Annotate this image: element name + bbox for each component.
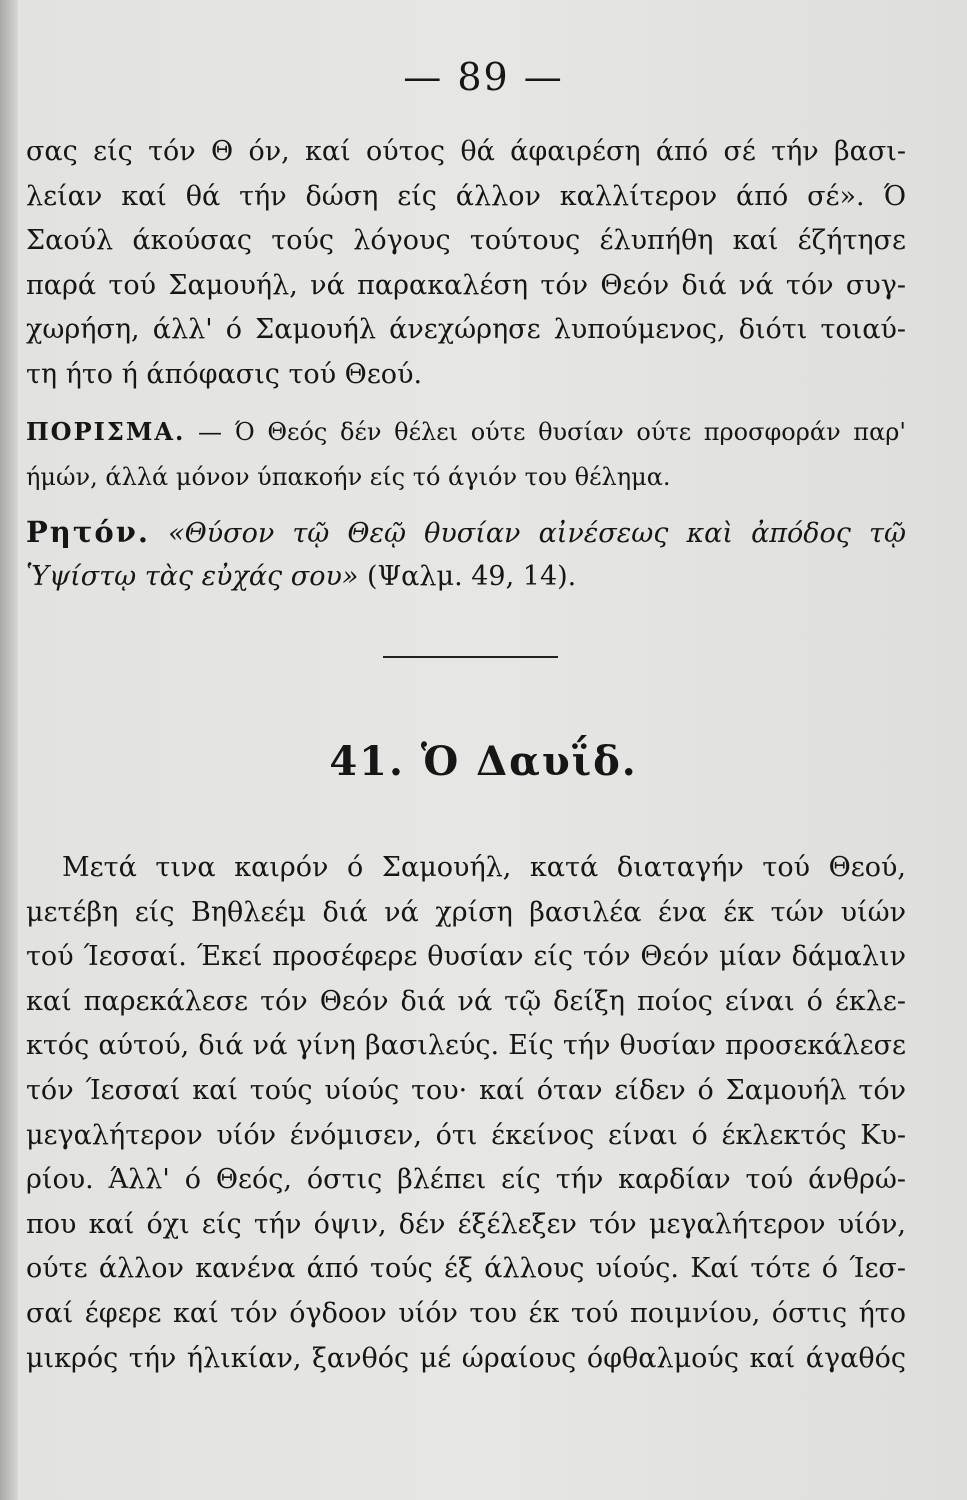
text-line: καί παρεκάλεσε τόν Θεόν διά νά τῷ δείξη ποίος είναι ό έκλε- <box>26 985 906 1017</box>
text-line: ήμών, άλλά μόνον ύπακοήν είς τό άγιόν του θέλημα. <box>26 462 671 491</box>
rhetoric-reference: (Ψαλμ. 49, 14). <box>358 560 577 592</box>
page-number: — 89 — <box>403 55 564 99</box>
text-line: χωρήση, άλλ' ό Σαμουήλ άνεχώρησε λυπούμενος, διότι τοιαύ- <box>26 314 906 346</box>
text-line <box>26 555 906 600</box>
text-line: παρά τού Σαμουήλ, νά παρακαλέση τόν Θεόν διά νά τόν συγ- <box>26 269 906 301</box>
text-line: σαί έφερε καί τόν όγδοον υίόν του έκ τού ποιμνίου, όστις ήτο <box>26 1297 906 1329</box>
chapter-body <box>26 846 906 1381</box>
text-line: κτός αύτού, διά νά γίνη βασιλεύς. Είς τήν θυσίαν προσεκάλεσε <box>26 1030 906 1062</box>
text-line: που καί όχι είς τήν όψιν, δέν έξέλεξεν τόν μεγαλήτερον υίόν, <box>26 1208 906 1240</box>
porisma-paragraph <box>26 410 906 499</box>
text-line <box>26 510 906 555</box>
text-line: Μετά τινα καιρόν ό Σαμουήλ, κατά διαταγήν τού Θεού, <box>62 852 906 883</box>
text-line: ούτε άλλον κανένα άπό τούς έξ άλλους υίούς. Καί τότε ό Ίεσ- <box>26 1253 906 1285</box>
story-ending-paragraph <box>26 130 906 398</box>
text-line: Σαούλ άκούσας τούς λόγους τούτους έλυπήθη καί έζήτησε <box>26 225 906 257</box>
chapter-heading: 41. Ὁ Δαυΐδ. <box>329 738 638 785</box>
text-line: τού Ίεσσαί. Έκεί προσέφερε θυσίαν είς τόν Θεόν μίαν δάμαλιν <box>26 941 906 973</box>
porisma-text: — Ό Θεός δέν θέλει ούτε θυσίαν ούτε προσφοράν παρ' <box>185 418 906 446</box>
rhetoric-quote-start: «Θύσον τῷ Θεῷ θυσίαν αἰνέσεως καὶ ἀπόδος τῷ <box>149 518 906 549</box>
section-divider <box>383 656 558 658</box>
text-line: μετέβη είς Βηθλεέμ διά νά χρίση βασιλέα ένα έκ τών υίών <box>26 896 906 928</box>
text-line: ρίου. Άλλ' ό Θεός, όστις βλέπει είς τήν καρδίαν τού άνθρώ- <box>26 1164 906 1196</box>
rhetoric-paragraph <box>26 510 906 599</box>
text-line: μεγαλήτερον υίόν ένόμισεν, ότι έκείνος είναι ό έκλεκτός Κυ- <box>26 1119 906 1151</box>
text-line: τη ήτο ή άπόφασις τού Θεού. <box>26 358 423 390</box>
rhetoric-label: Ρητόν. <box>26 515 150 549</box>
text-line: λείαν καί θά τήν δώση είς άλλον καλλίτερον άπό σέ». Ό <box>26 180 906 212</box>
porisma-label: ΠΟΡΙΣΜΑ. <box>26 417 186 446</box>
text-line: μικρός τήν ήλικίαν, ξανθός μέ ώραίους όφθαλμούς καί άγαθός <box>26 1342 906 1374</box>
text-line: σας είς τόν Θ όν, καί ούτος θά άφαιρέση άπό σέ τήν βασι- <box>26 136 906 167</box>
text-line: τόν Ίεσσαί καί τούς υίούς του· καί όταν είδεν ό Σαμουήλ τόν <box>26 1074 906 1106</box>
rhetoric-quote-end: Ὑψίστῳ τὰς εὐχάς σου» <box>26 560 359 592</box>
text-line <box>26 410 906 455</box>
